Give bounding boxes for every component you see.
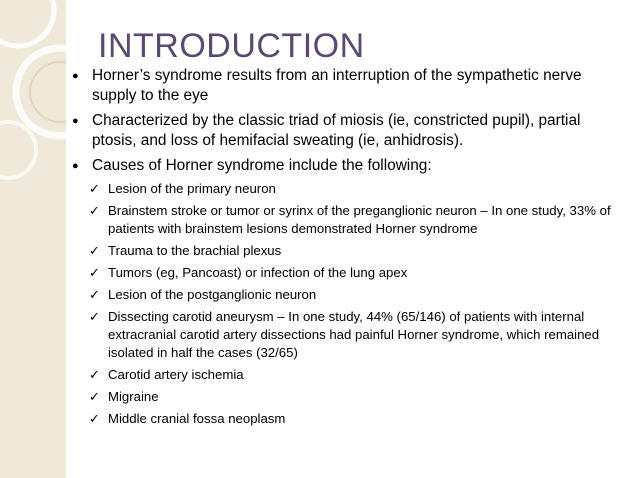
cause-item — [70, 308, 620, 362]
cause-text: Middle cranial fossa neoplasm — [108, 411, 286, 426]
cause-text: Carotid artery ischemia — [108, 367, 244, 382]
checkmark-icon: ✓ — [89, 181, 100, 196]
bullet-icon: ● — [72, 70, 79, 82]
slide-title: INTRODUCTION — [98, 27, 365, 65]
bullet-text: Causes of Horner syndrome include the following: — [92, 157, 432, 174]
checkmark-icon: ✓ — [89, 367, 100, 382]
cause-text: Lesion of the postganglionic neuron — [108, 287, 317, 302]
cause-item — [70, 180, 620, 198]
checkmark-icon: ✓ — [89, 309, 100, 324]
cause-text: Trauma to the brachial plexus — [108, 243, 282, 258]
checkmark-icon: ✓ — [89, 265, 100, 280]
cause-item — [70, 410, 620, 428]
cause-text: Lesion of the primary neuron — [108, 181, 276, 196]
decorative-sidebar — [0, 0, 66, 478]
bullet-item — [70, 66, 620, 106]
cause-item — [70, 202, 620, 238]
bullet-text: Characterized by the classic triad of miosis (ie, constricted pupil), partial ptosis, and loss of hemifacial sweating (ie, anhidrosis). — [92, 112, 581, 149]
bullet-icon: ● — [72, 160, 79, 172]
slide-content — [70, 66, 620, 432]
cause-text: Dissecting carotid aneurysm – In one study, 44% (65/146) of patients with internal extracranial carotid artery dissections had painful Horner syndrome, which remained isolated in half the cases (32/65) — [108, 309, 600, 360]
cause-text: Brainstem stroke or tumor or syrinx of the preganglionic neuron – In one study, 33% of patients with brainstem lesions demonstrated Horner syndrome — [108, 203, 611, 236]
bullet-item — [70, 111, 620, 151]
cause-item — [70, 388, 620, 406]
decorative-rings — [0, 0, 66, 478]
checkmark-icon: ✓ — [89, 287, 100, 302]
cause-item — [70, 242, 620, 260]
checkmark-icon: ✓ — [89, 243, 100, 258]
cause-text: Migraine — [108, 389, 159, 404]
checkmark-icon: ✓ — [89, 389, 100, 404]
cause-item — [70, 286, 620, 304]
checkmark-icon: ✓ — [89, 411, 100, 426]
bullet-item — [70, 156, 620, 176]
cause-text: Tumors (eg, Pancoast) or infection of the lung apex — [108, 265, 408, 280]
checkmark-icon: ✓ — [89, 203, 100, 218]
cause-item — [70, 264, 620, 282]
cause-item — [70, 366, 620, 384]
bullet-icon: ● — [72, 115, 79, 127]
bullet-text: Horner’s syndrome results from an interruption of the sympathetic nerve supply to the eye — [92, 67, 582, 104]
